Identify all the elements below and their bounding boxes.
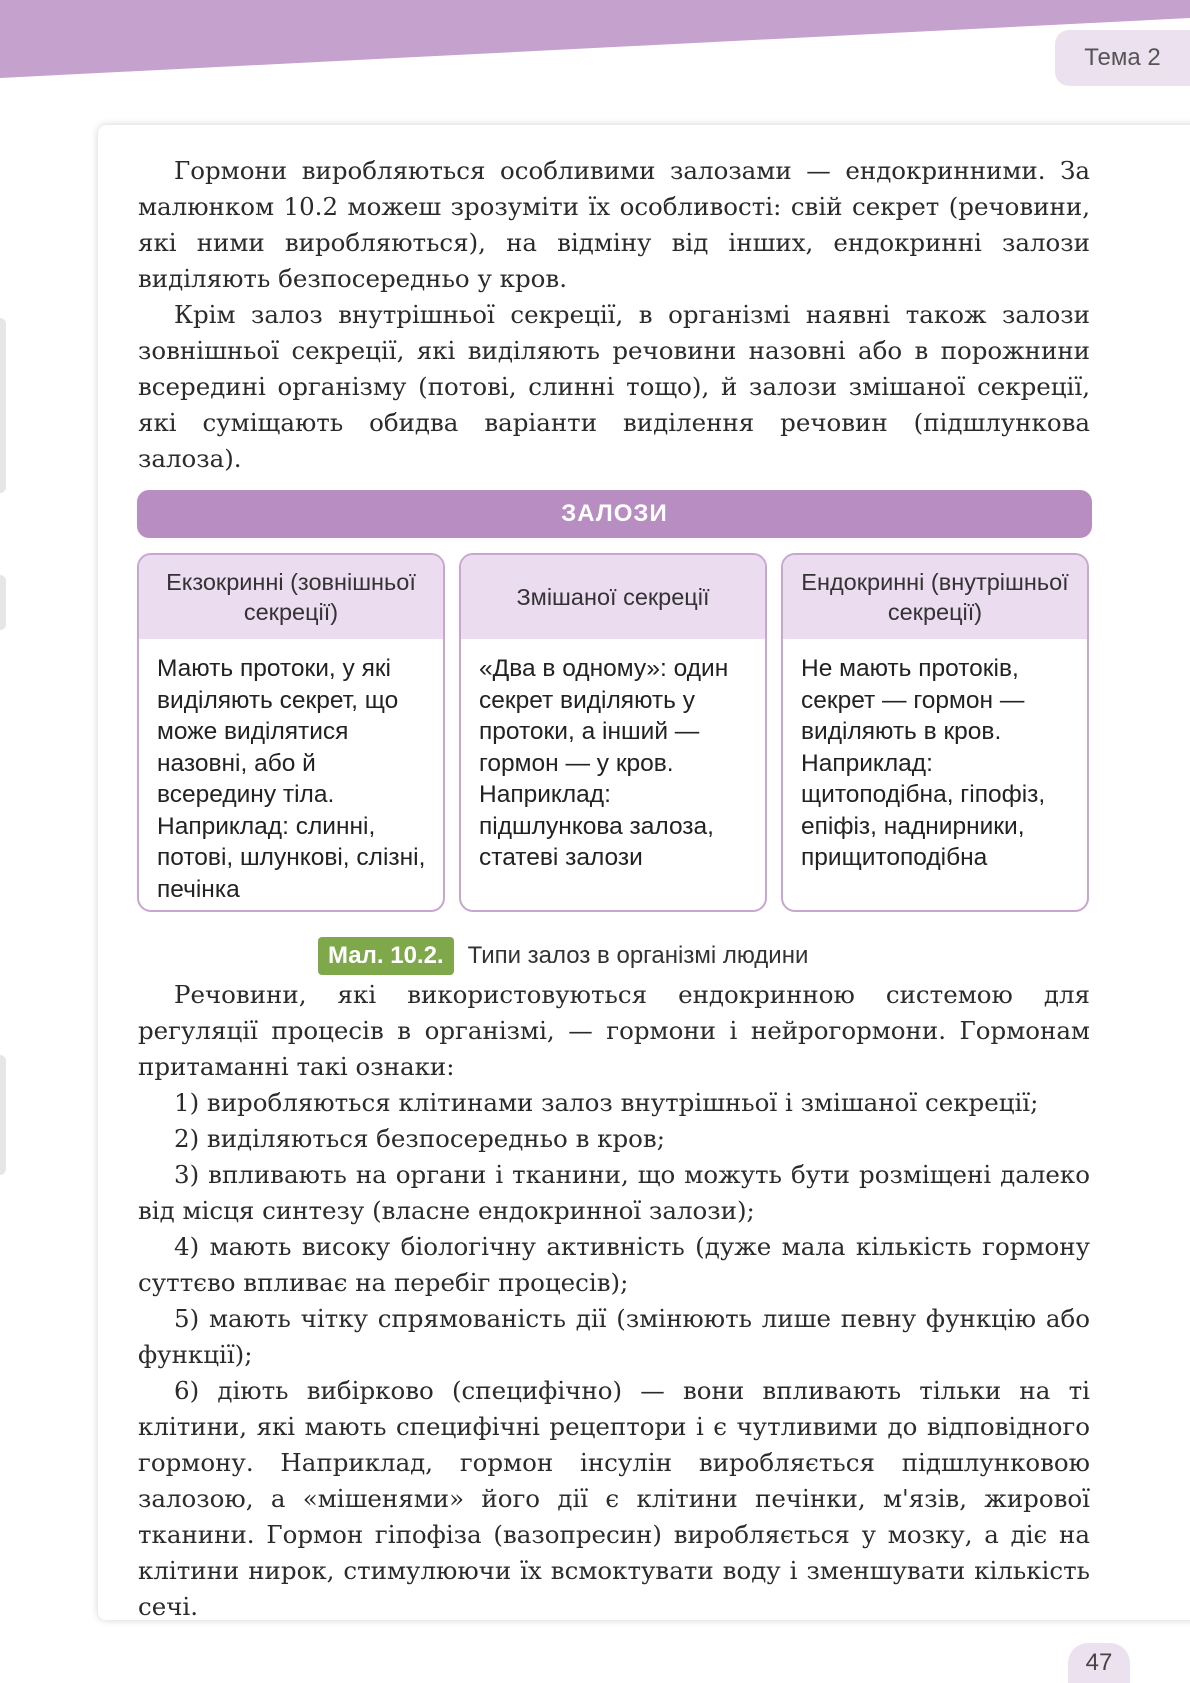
paragraph: Крім залоз внутрішньої секреції, в організмі наявні також залози зовнішньої секреції, які виділяють речовини назовні або в порожнини всередині організму (потові, слинні тощо), й залози змішаної секреції, які суміщають обидва варіанти виділення речовин (підшлункова залоза).	[138, 300, 1090, 473]
figure-caption	[318, 938, 808, 974]
page-edge-mark	[0, 1055, 6, 1175]
figure-caption-text: Типи залоз в організмі людини	[467, 942, 809, 969]
column-heading: Екзокринні (зовнішньої секреції)	[139, 555, 443, 639]
theme-tab: Тема 2	[1055, 30, 1190, 86]
intro-text	[138, 153, 1090, 477]
gland-column-mixed	[459, 553, 767, 912]
gland-column-endocrine	[781, 553, 1089, 912]
list-item: 1) виробляються клітинами залоз внутрішньої і змішаної секреції;	[174, 1088, 1039, 1117]
page-edge-mark	[0, 575, 6, 630]
list-item: 5) мають чітку спрямованість дії (змінюють лише певну функцію або функції);	[138, 1304, 1090, 1369]
top-banner	[0, 0, 1190, 78]
column-heading: Ендокринні (внутрішньої секреції)	[783, 555, 1087, 639]
page-edge-mark	[0, 318, 6, 493]
column-body: «Два в одному»: один секрет виділяють у протоки, а інший — гормон — у кров. Наприклад: підшлункова залоза, статеві залози	[479, 655, 729, 871]
column-heading: Змішаної секреції	[461, 555, 765, 639]
list-item: 4) мають високу біологічну активність (дуже мала кількість гормону суттєво впливає на перебіг процесів);	[138, 1232, 1090, 1297]
paragraph: Речовини, які використовуються ендокринною системою для регуляції процесів в організмі, — гормони і нейрогормони. Гормонам притаманні такі ознаки:	[138, 980, 1090, 1081]
main-text	[138, 977, 1090, 1625]
list-item: 2) виділяються безпосередньо в кров;	[174, 1124, 665, 1153]
figure-label: Мал. 10.2.	[318, 937, 454, 975]
diagram-title: ЗАЛОЗИ	[137, 490, 1092, 538]
column-body: Не мають протоків, секрет — гормон — виділяють в кров. Наприклад: щитоподібна, гіпофіз, епіфіз, наднирники, прищитоподібна	[801, 655, 1046, 871]
column-body: Мають протоки, у які виділяють секрет, що може виділятися назовні, або й всередину тіла. Наприклад: слинні, потові, шлункові, слізні, печінка	[157, 655, 426, 903]
list-item: 6) діють вибірково (специфічно) — вони впливають тільки на ті клітини, які мають специфічні рецептори і є чутливими до відповідного гормону. Наприклад, гормон інсулін виробляється підшлунковою залозою, а «мішенями» його дії є клітини печінки, м'язів, жирової тканини. Гормон гіпофіза (вазопресин) виробляється у мозку, а діє на клітини нирок, стимулюючи їх всмоктувати воду і зменшувати кількість сечі.	[138, 1376, 1090, 1621]
page-number: 47	[1068, 1643, 1130, 1683]
glands-diagram	[137, 490, 1092, 912]
gland-column-exocrine	[137, 553, 445, 912]
list-item: 3) впливають на органи і тканини, що можуть бути розміщені далеко від місця синтезу (власне ендокринної залози);	[138, 1160, 1090, 1225]
paragraph: Гормони виробляються особливими залозами — ендокринними. За малюнком 10.2 можеш зрозуміти їх особливості: свій секрет (речовини, які ними виробляються), на відміну від інших, ендокринні залози виділяють безпосередньо у кров.	[138, 156, 1090, 293]
